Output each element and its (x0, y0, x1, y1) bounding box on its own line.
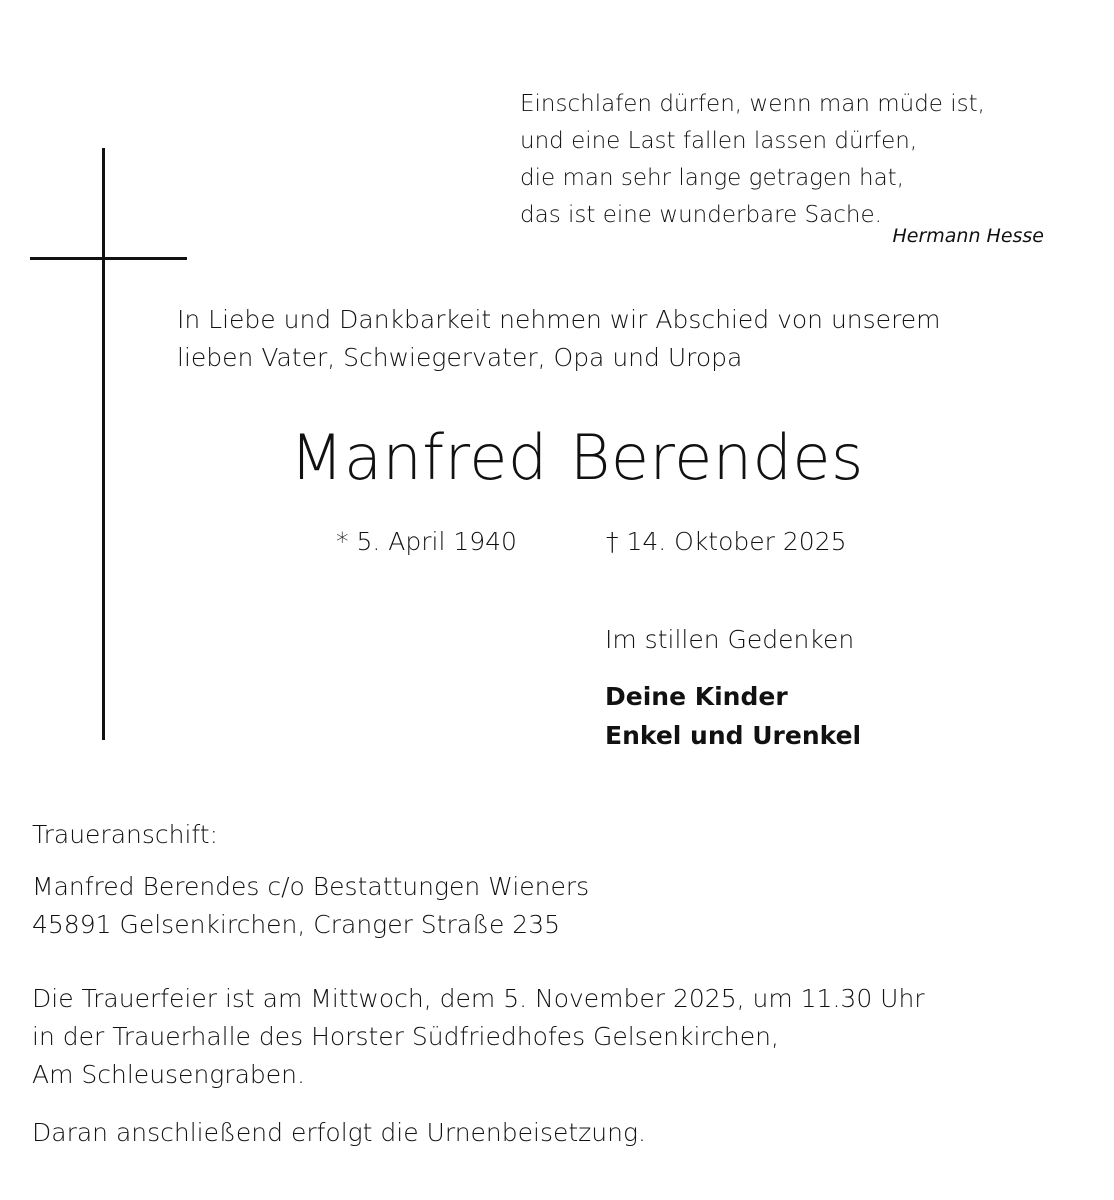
remembrance-heading: Im stillen Gedenken (605, 625, 855, 654)
mourners (605, 677, 861, 755)
intro-line: In Liebe und Dankbarkeit nehmen wir Abschied von unserem (177, 305, 941, 334)
quote-block (520, 86, 985, 234)
address-line: Manfred Berendes c/o Bestattungen Wieners (32, 872, 590, 901)
quote-line: die man sehr lange getragen hat, (520, 165, 905, 191)
cross-horizontal-bar (30, 257, 187, 260)
intro-line: lieben Vater, Schwiegervater, Opa und Uropa (177, 343, 743, 372)
deceased-first-name: Manfred (290, 421, 548, 494)
deceased-name (290, 418, 864, 498)
quote-line: und eine Last fallen lassen dürfen, (520, 128, 918, 154)
death-date: † 14. Oktober 2025 (606, 527, 847, 556)
quote-author: Hermann Hesse (892, 225, 1044, 247)
address-line: 45891 Gelsenkirchen, Cranger Straße 235 (32, 910, 561, 939)
mourning-address (32, 868, 589, 944)
mourner-line: Deine Kinder (605, 682, 788, 711)
service-line: Die Trauerfeier ist am Mittwoch, dem 5. November 2025, um 11.30 Uhr (32, 984, 925, 1013)
birth-date: * 5. April 1940 (336, 527, 517, 556)
mourner-line: Enkel und Urenkel (605, 721, 862, 750)
address-label: Traueranschift: (32, 820, 219, 849)
service-line: in der Trauerhalle des Horster Südfriedhofes Gelsenkirchen, (32, 1022, 779, 1051)
service-details (32, 980, 925, 1094)
service-line: Am Schleusengraben. (32, 1060, 305, 1089)
urn-burial-note: Daran anschließend erfolgt die Urnenbeisetzung. (32, 1118, 646, 1147)
quote-line: das ist eine wunderbare Sache. (520, 202, 882, 228)
farewell-intro (177, 301, 941, 377)
deceased-last-name: Berendes (569, 421, 864, 494)
cross-vertical-bar (102, 148, 105, 740)
quote-line: Einschlafen dürfen, wenn man müde ist, (520, 91, 985, 117)
